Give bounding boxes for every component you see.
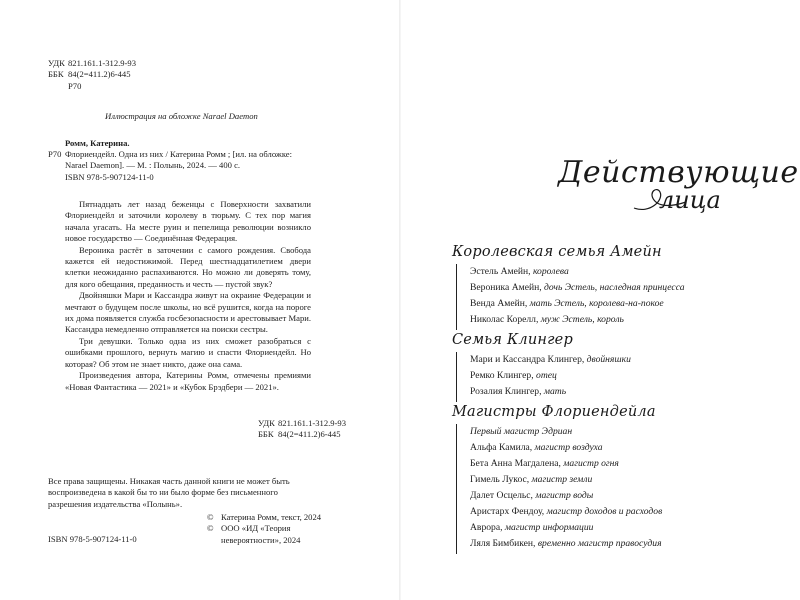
catalog-line: Narael Daemon]. — М. : Полынь, 2024. — 400 с. [65,160,241,171]
character-entry [470,424,662,440]
character-entry [470,440,662,456]
bbk-row [48,69,136,80]
character-entry [470,472,662,488]
isbn: ISBN 978-5-907124-11-0 [48,534,137,544]
character-name: Гимель Лукос, [470,474,532,485]
annotation-paragraph: Вероника растёт в заточении с самого рождения. Свобода кажется ей недостижимой. Перед шестнадцатилетием двери клетки неожиданно распахиваются. Но можно ли доверять тому, для кого обещания, преданность и честь — пустой звук? [65,244,311,289]
character-role: временно магистр правосудия [537,538,662,549]
character-role: отец [536,370,557,381]
catalog-description [65,149,355,183]
character-entry [470,296,685,312]
character-name: Венда Амейн, [470,298,530,309]
annotation-paragraph: Три девушки. Только одна из них сможет разобраться с ошибками прошлого, вернуть магию и спасти Флориендейл. Но которая? Об этом не знает никто, даже она сама. [65,335,311,369]
author-code-row [48,81,136,92]
character-role: магистр земли [531,474,593,485]
character-role: магистр воды [535,490,594,501]
udk-block-bottom [258,418,346,441]
illustration-credit: Иллюстрация на обложке Narael Daemon [105,111,258,121]
catalog-code: Р70 [48,149,62,159]
rights-line: воспроизведена в какой бы то ни было форме без письменного [48,487,278,498]
catalog-line: Флориендейл. Одна из них / Катерина Ромм ; [ил. на обложке: [65,149,293,159]
character-name: Мари и Кассандра Клингер, [470,354,587,365]
udk-block-top [48,58,136,92]
copyright-icon-blank [207,535,221,546]
author-code: Р70 [68,80,82,91]
character-entry [470,456,662,472]
character-role: магистр огня [563,458,619,469]
udk-value: 821.161.1-312.9-93 [278,418,347,428]
copyright-text: ООО «ИД «Теория [221,523,291,534]
annotation-paragraph: Двойняшки Мари и Кассандра живут на окраине Федерации и мечтают о будущем после школы, но всё рушится, когда на пороге их дома появляется служба госбезопасности и арестовывает Мари. Кассандра немедленно отправляется на поиски сестры. [65,290,311,335]
character-role: Первый магистр Эдриан [470,426,573,437]
copyright-text: невероятности», 2024 [221,534,301,545]
copyright-line [207,535,321,546]
author-heading: Ромм, Катерина. [65,138,130,148]
udk-value: 821.161.1-312.9-93 [68,58,137,68]
character-name: Бета Анна Магдалена, [470,458,564,469]
section-heading-royal-family: Королевская семья Амейн [452,244,662,260]
section-entries-magisters [470,424,662,552]
character-role: муж Эстель, король [540,314,624,325]
rights-line: разрешения издательства «Полынь». [48,498,183,509]
character-entry [470,280,685,296]
section-divider [456,264,457,330]
character-entry [470,312,685,328]
section-entries-royal-family [470,264,685,328]
character-role: магистр доходов и расходов [546,506,663,517]
annotation-paragraph: Пятнадцать лет назад беженцы с Поверхности захватили Флориендейл и заточили королеву в тюрьму. С тех пор магия начала угасать. На месте руин и пепелища революции возникло новое государство — Соединённая Федерация. [65,199,311,244]
character-name: Альфа Камила, [470,442,535,453]
character-name: Далет Осцельс, [470,490,536,501]
character-role: мать [543,386,567,397]
bbk-value: 84(2=411.2)6-445 [68,69,131,80]
character-entry [470,504,662,520]
character-role: двойняшки [586,354,631,365]
copyright-icon: © [207,523,214,534]
character-entry [470,488,662,504]
characters-page [400,0,800,600]
catalog-line: ISBN 978-5-907124-11-0 [65,171,154,182]
character-role: королева [532,266,569,277]
copyright-icon: © [207,512,214,522]
section-divider [456,424,457,554]
character-entry [470,536,662,552]
bbk-value: 84(2=411.2)6-445 [278,429,341,440]
character-entry [470,368,631,384]
character-name: Вероника Амейн, [470,282,545,293]
character-name: Розалия Клингер, [470,386,544,397]
character-entry [470,352,631,368]
character-name: Аврора, [470,522,505,533]
character-role: дочь Эстель, наследная принцесса [544,282,685,293]
copyright-block [207,512,321,546]
character-entry [470,384,631,400]
rights-notice [48,476,360,510]
bbk-row [258,429,346,440]
udk-label: УДК [258,418,275,428]
bbk-label: ББК [48,69,64,80]
page-title: Действующие [558,155,799,190]
character-name: Аристарх Фендоу, [470,506,547,517]
book-annotation [65,199,311,393]
section-divider [456,352,457,402]
copyright-line [207,512,321,523]
copyright-text: Катерина Ромм, текст, 2024 [221,512,322,522]
character-name: Ляля Бимбикен, [470,538,538,549]
character-entry [470,264,685,280]
udk-row [258,418,346,429]
udk-label: УДК [48,58,65,68]
character-role: магистр воздуха [534,442,603,453]
section-entries-klinger-family [470,352,631,400]
section-heading-klinger-family: Семья Клингер [452,332,573,348]
character-name: Ремко Клингер, [470,370,537,381]
copyright-line [207,523,321,534]
annotation-paragraph: Произведения автора, Катерины Ромм, отмечены премиями «Новая Фантастика — 2021» и «Кубок Брэдбери — 2021». [65,370,311,392]
character-role: магистр информации [504,522,594,533]
rights-line: Все права защищены. Никакая часть данной книги не может быть [48,476,290,486]
character-name: Николас Корелл, [470,314,541,325]
udk-row [48,58,136,69]
page-title-second-line: лица [659,186,721,214]
section-heading-magisters: Магистры Флориендейла [452,404,656,420]
bbk-label: ББК [258,429,274,440]
character-role: мать Эстель, королева-на-покое [529,298,664,309]
character-name: Эстель Амейн, [470,266,533,277]
character-entry [470,520,662,536]
